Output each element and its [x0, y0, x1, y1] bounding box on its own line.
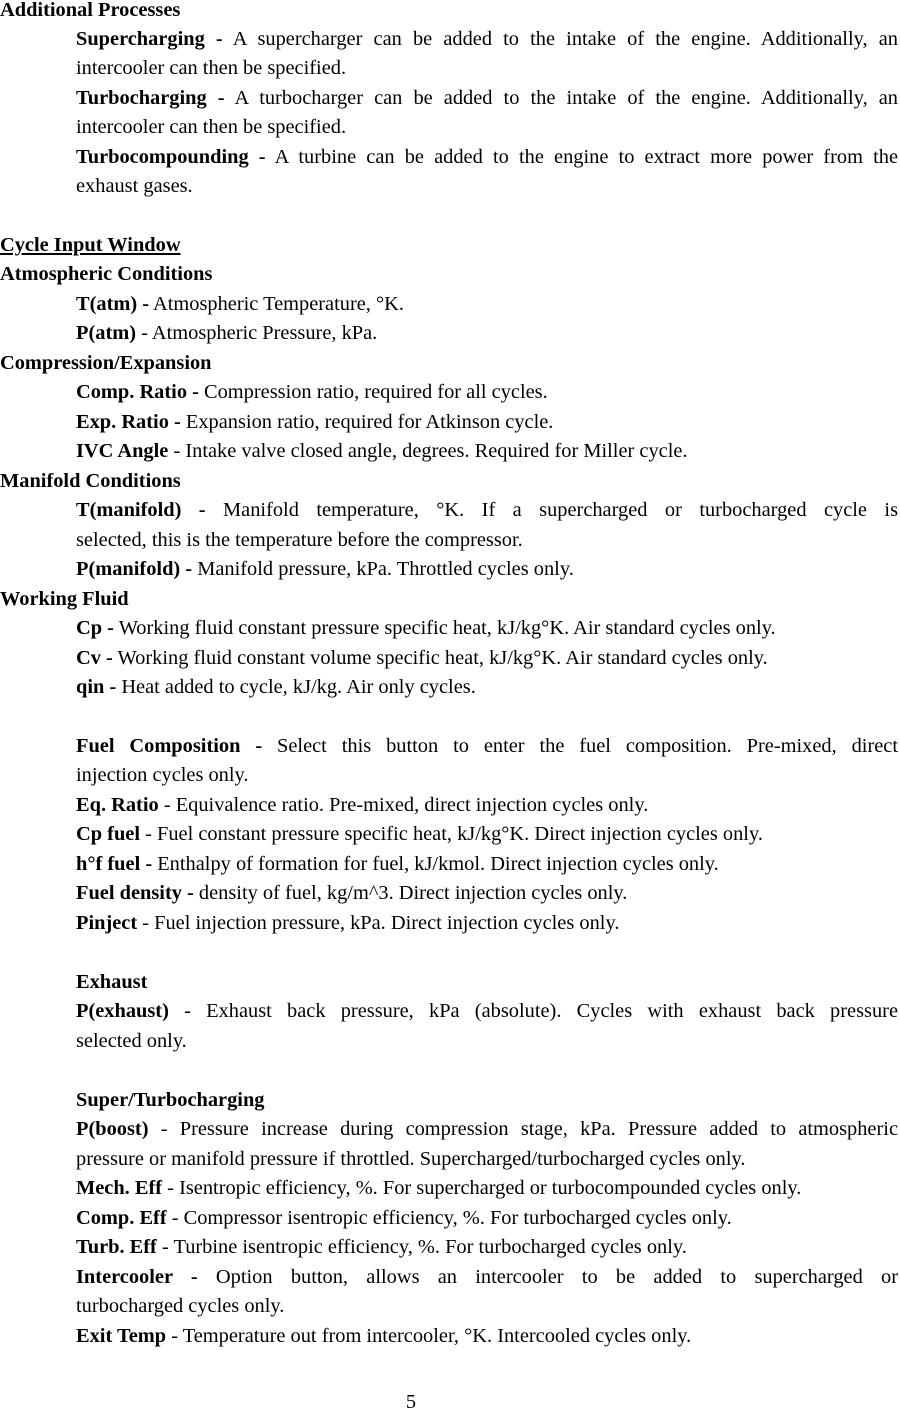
item-intercooler-cont: turbocharged cycles only. — [76, 1295, 285, 1317]
term-comp-ratio: Comp. Ratio - — [76, 381, 199, 403]
item-exp-ratio — [76, 408, 553, 438]
item-tmanifold-cont: selected, this is the temperature before the compressor. — [76, 529, 523, 551]
item-comp-ratio — [76, 378, 548, 408]
item-pboost-cont: pressure or manifold pressure if throttled. Supercharged/turbocharged cycles only. — [76, 1148, 746, 1170]
term-supercharging: Supercharging - — [76, 28, 223, 50]
item-patm — [76, 319, 377, 349]
term-tatm: T(atm) - — [76, 293, 150, 315]
term-mech-eff: Mech. Eff — [76, 1177, 163, 1199]
heading-atmospheric-conditions: Atmospheric Conditions — [0, 263, 213, 285]
desc-tatm: Atmospheric Temperature, °K. — [149, 293, 404, 315]
term-patm: P(atm) — [76, 322, 137, 344]
item-pexhaust-cont: selected only. — [76, 1030, 187, 1052]
item-turbocharging-cont: intercooler can then be specified. — [76, 116, 347, 138]
desc-turbocharging: A turbocharger can be added to the intake of the engine. Additionally, an — [224, 87, 898, 109]
desc-exp-ratio: Expansion ratio, required for Atkinson cycle. — [180, 411, 554, 433]
desc-eq-ratio: - Equivalence ratio. Pre-mixed, direct injection cycles only. — [158, 794, 649, 816]
heading-exhaust: Exhaust — [76, 971, 148, 993]
item-supercharging — [76, 25, 898, 55]
desc-supercharging: A supercharger can be added to the intake of the engine. Additionally, an — [222, 28, 898, 50]
item-turbocompounding-cont: exhaust gases. — [76, 175, 193, 197]
item-ivc-angle — [76, 437, 688, 467]
page-number: 5 — [405, 1391, 417, 1413]
item-cp-fuel — [76, 820, 763, 850]
term-fuel-density: Fuel density - — [76, 882, 194, 904]
item-supercharging-cont: intercooler can then be specified. — [76, 57, 347, 79]
term-turbocharging: Turbocharging - — [76, 87, 225, 109]
desc-comp-eff: - Compressor isentropic efficiency, %. For turbocharged cycles only. — [166, 1207, 732, 1229]
item-turb-eff — [76, 1233, 687, 1263]
item-tatm — [76, 290, 404, 320]
term-pinject: Pinject — [76, 912, 138, 934]
item-cp — [76, 614, 776, 644]
term-pexhaust: P(exhaust) — [76, 1000, 169, 1022]
desc-fuel-density: density of fuel, kg/m^3. Direct injection cycles only. — [193, 882, 628, 904]
desc-cp: Working fluid constant pressure specific heat, kJ/kg°K. Air standard cycles only. — [113, 617, 776, 639]
item-fuel-density — [76, 879, 627, 909]
term-intercooler: Intercooler - — [76, 1266, 198, 1288]
desc-comp-ratio: Compression ratio, required for all cycles. — [198, 381, 548, 403]
item-pboost — [76, 1115, 898, 1145]
item-turbocharging — [76, 84, 898, 114]
item-mech-eff — [76, 1174, 801, 1204]
heading-super-turbocharging: Super/Turbocharging — [76, 1089, 265, 1111]
heading-compression-expansion: Compression/Expansion — [0, 352, 212, 374]
item-exit-temp — [76, 1322, 691, 1352]
item-fuel-composition-cont: injection cycles only. — [76, 764, 249, 786]
item-pinject — [76, 909, 619, 939]
desc-pexhaust: - Exhaust back pressure, kPa (absolute). Cycles with exhaust back pressure — [168, 1000, 898, 1022]
heading-cycle-input-window: Cycle Input Window — [0, 234, 181, 256]
term-cp-fuel: Cp fuel — [76, 823, 141, 845]
item-pexhaust — [76, 997, 898, 1027]
item-turbocompounding — [76, 143, 898, 173]
desc-exit-temp: - Temperature out from intercooler, °K. Intercooled cycles only. — [166, 1325, 692, 1347]
item-pmanifold — [76, 555, 574, 585]
item-tmanifold — [76, 496, 898, 526]
desc-pmanifold: Manifold pressure, kPa. Throttled cycles only. — [192, 558, 574, 580]
desc-pboost: - Pressure increase during compression stage, kPa. Pressure added to atmospheric — [148, 1118, 898, 1140]
item-qin — [76, 673, 476, 703]
item-comp-eff — [76, 1204, 732, 1234]
term-pmanifold: P(manifold) - — [76, 558, 193, 580]
desc-cp-fuel: - Fuel constant pressure specific heat, kJ/kg°K. Direct injection cycles only. — [140, 823, 763, 845]
term-comp-eff: Comp. Eff — [76, 1207, 167, 1229]
term-turbocompounding: Turbocompounding - — [76, 146, 266, 168]
heading-additional-processes: Additional Processes — [0, 0, 181, 21]
item-intercooler — [76, 1263, 898, 1293]
term-eq-ratio: Eq. Ratio — [76, 794, 159, 816]
item-eq-ratio — [76, 791, 648, 821]
heading-working-fluid: Working Fluid — [0, 588, 129, 610]
term-fuel-composition: Fuel Composition - — [76, 735, 263, 757]
term-qin: qin - — [76, 676, 117, 698]
term-tmanifold: T(manifold) - — [76, 499, 206, 521]
term-hf-fuel: h°f fuel - — [76, 853, 153, 875]
desc-fuel-composition: Select this button to enter the fuel composition. Pre-mixed, direct — [262, 735, 899, 757]
term-pboost: P(boost) — [76, 1118, 149, 1140]
term-turb-eff: Turb. Eff — [76, 1236, 157, 1258]
desc-turbocompounding: A turbine can be added to the engine to extract more power from the — [265, 146, 899, 168]
heading-manifold-conditions: Manifold Conditions — [0, 470, 181, 492]
term-exit-temp: Exit Temp — [76, 1325, 167, 1347]
term-cp: Cp - — [76, 617, 114, 639]
desc-mech-eff: - Isentropic efficiency, %. For supercharged or turbocompounded cycles only. — [162, 1177, 802, 1199]
item-cv — [76, 644, 768, 674]
desc-patm: - Atmospheric Pressure, kPa. — [136, 322, 378, 344]
desc-turb-eff: - Turbine isentropic efficiency, %. For turbocharged cycles only. — [156, 1236, 687, 1258]
desc-qin: Heat added to cycle, kJ/kg. Air only cycles. — [116, 676, 476, 698]
term-cv: Cv - — [76, 647, 113, 669]
desc-cv: Working fluid constant volume specific heat, kJ/kg°K. Air standard cycles only. — [112, 647, 768, 669]
desc-pinject: - Fuel injection pressure, kPa. Direct injection cycles only. — [137, 912, 620, 934]
desc-intercooler: Option button, allows an intercooler to be added to supercharged or — [197, 1266, 899, 1288]
item-hf-fuel — [76, 850, 719, 880]
desc-hf-fuel: Enthalpy of formation for fuel, kJ/kmol. Direct injection cycles only. — [152, 853, 719, 875]
term-ivc-angle: IVC Angle — [76, 440, 169, 462]
desc-tmanifold: Manifold temperature, °K. If a supercharged or turbocharged cycle is — [205, 499, 899, 521]
item-fuel-composition — [76, 732, 898, 762]
term-exp-ratio: Exp. Ratio - — [76, 411, 181, 433]
desc-ivc-angle: - Intake valve closed angle, degrees. Required for Miller cycle. — [168, 440, 688, 462]
